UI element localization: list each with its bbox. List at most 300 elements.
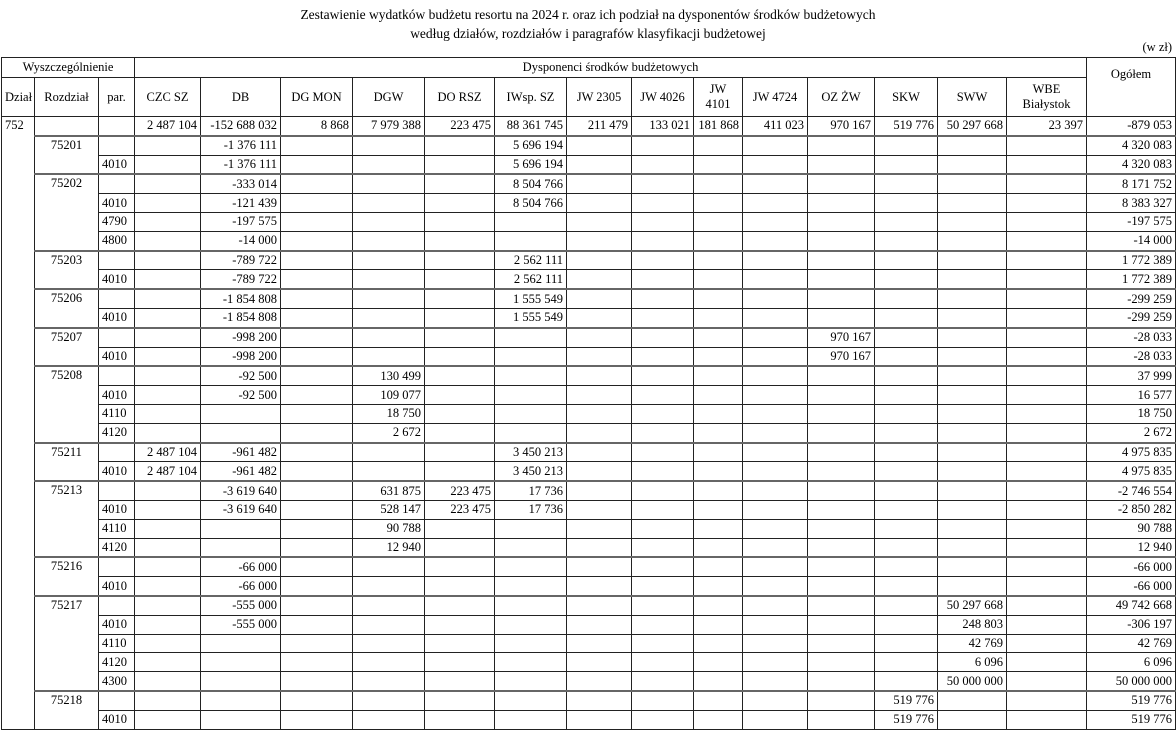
value-cell [425,155,495,174]
table-row [2,577,1176,596]
rozdzial-cell: 75216 [35,557,99,596]
value-cell [808,231,875,250]
value-cell [281,653,353,672]
value-cell [743,366,808,385]
table-row [2,270,1176,289]
value-cell: -961 482 [201,443,281,462]
value-cell [567,615,632,634]
value-cell [567,174,632,193]
value-cell [1007,538,1087,557]
header-ogolem: Ogółem [1087,58,1176,117]
value-cell [353,672,425,691]
paragraf-cell [99,481,135,500]
value-cell [632,443,694,462]
value-cell [743,500,808,519]
value-cell [632,231,694,250]
value-cell [201,710,281,729]
value-cell [281,366,353,385]
paragraf-cell: 4010 [99,270,135,289]
total-cell: 16 577 [1087,386,1176,405]
value-cell: -121 439 [201,194,281,213]
paragraf-cell: 4010 [99,615,135,634]
value-cell [353,557,425,576]
value-cell: 17 736 [495,500,567,519]
value-cell: -961 482 [201,462,281,481]
value-cell [743,386,808,405]
value-cell [632,519,694,538]
value-cell [281,328,353,347]
value-cell [425,462,495,481]
value-cell [875,386,938,405]
value-cell [1007,557,1087,576]
value-cell [135,577,201,596]
value-cell [875,481,938,500]
value-cell [938,289,1007,308]
value-cell: -3 619 640 [201,500,281,519]
total-cell: -14 000 [1087,231,1176,250]
value-cell [567,231,632,250]
value-cell [495,423,567,442]
paragraf-cell: 4120 [99,423,135,442]
value-cell [135,500,201,519]
value-cell: 223 475 [425,117,495,136]
value-cell [743,251,808,270]
table-row [2,557,1176,576]
value-cell [938,212,1007,231]
value-cell [875,596,938,615]
value-cell: 970 167 [808,117,875,136]
value-cell [875,634,938,653]
value-cell [353,136,425,155]
value-cell [694,212,743,231]
total-cell: 37 999 [1087,366,1176,385]
value-cell [875,174,938,193]
value-cell [281,231,353,250]
value-cell: 5 696 194 [495,155,567,174]
value-cell: 411 023 [743,117,808,136]
value-cell [495,596,567,615]
value-cell [694,347,743,366]
value-cell [694,615,743,634]
value-cell [495,519,567,538]
paragraf-cell: 4300 [99,672,135,691]
value-cell [353,596,425,615]
table-row [2,136,1176,155]
value-cell [135,270,201,289]
total-cell: 519 776 [1087,691,1176,710]
value-cell [425,289,495,308]
table-row [2,615,1176,634]
value-cell [425,423,495,442]
table-row [2,386,1176,405]
value-cell [694,270,743,289]
value-cell [495,328,567,347]
value-cell [743,672,808,691]
value-cell [281,289,353,308]
value-cell [808,596,875,615]
value-cell [875,557,938,576]
value-cell [425,212,495,231]
value-cell [632,462,694,481]
rozdzial-cell: 75218 [35,691,99,729]
value-cell [353,462,425,481]
value-cell [694,443,743,462]
table-row [2,500,1176,519]
value-cell [808,404,875,423]
value-cell [135,231,201,250]
header-rozdzial: Rozdział [35,78,99,117]
value-cell [135,155,201,174]
value-cell [875,270,938,289]
value-cell: 211 479 [567,117,632,136]
table-row [2,194,1176,213]
value-cell [808,443,875,462]
value-cell [1007,481,1087,500]
value-cell [875,366,938,385]
value-cell [694,289,743,308]
value-cell [632,347,694,366]
value-cell [743,538,808,557]
table-row [2,519,1176,538]
value-cell [281,423,353,442]
value-cell [425,308,495,327]
value-cell [938,481,1007,500]
value-cell [875,155,938,174]
total-cell: -299 259 [1087,308,1176,327]
total-cell: -2 850 282 [1087,500,1176,519]
value-cell [281,212,353,231]
value-cell [281,557,353,576]
value-cell [808,710,875,729]
value-cell [694,386,743,405]
value-cell: 223 475 [425,500,495,519]
table-row [2,289,1176,308]
rozdzial-cell: 75203 [35,251,99,290]
total-cell: -66 000 [1087,557,1176,576]
value-cell [135,653,201,672]
value-cell [353,155,425,174]
value-cell [281,710,353,729]
value-cell: 2 562 111 [495,251,567,270]
value-cell: -152 688 032 [201,117,281,136]
value-cell [425,557,495,576]
value-cell [135,194,201,213]
value-cell [567,155,632,174]
header-column: DO RSZ [425,78,495,117]
value-cell [567,366,632,385]
rozdzial-cell: 75211 [35,443,99,482]
value-cell [1007,347,1087,366]
value-cell [281,443,353,462]
table-row [2,634,1176,653]
value-cell [938,194,1007,213]
value-cell [808,577,875,596]
value-cell [808,308,875,327]
value-cell [694,231,743,250]
value-cell [808,289,875,308]
value-cell: -998 200 [201,347,281,366]
value-cell: 2 487 104 [135,462,201,481]
value-cell [495,538,567,557]
par-cell [99,117,135,136]
value-cell [743,194,808,213]
value-cell [1007,366,1087,385]
value-cell [743,443,808,462]
value-cell: -333 014 [201,174,281,193]
value-cell [567,577,632,596]
value-cell [567,251,632,270]
value-cell [281,347,353,366]
value-cell [281,538,353,557]
value-cell [938,386,1007,405]
value-cell [135,136,201,155]
value-cell: -1 854 808 [201,289,281,308]
total-cell: 519 776 [1087,710,1176,729]
value-cell [135,366,201,385]
value-cell: 109 077 [353,386,425,405]
paragraf-cell: 4800 [99,231,135,250]
value-cell [1007,136,1087,155]
total-cell: 90 788 [1087,519,1176,538]
value-cell: -998 200 [201,328,281,347]
value-cell [281,308,353,327]
value-cell [632,366,694,385]
value-cell: 2 562 111 [495,270,567,289]
value-cell [567,443,632,462]
table-row [2,347,1176,366]
value-cell [425,653,495,672]
value-cell [425,347,495,366]
value-cell [495,404,567,423]
value-cell [495,366,567,385]
value-cell [743,710,808,729]
value-cell [1007,653,1087,672]
value-cell: 1 555 549 [495,308,567,327]
value-cell [425,538,495,557]
paragraf-cell [99,596,135,615]
paragraf-cell: 4110 [99,519,135,538]
value-cell [201,538,281,557]
value-cell: 1 555 549 [495,289,567,308]
dzial-cell: 752 [2,117,35,730]
rozdzial-cell: 75217 [35,596,99,691]
value-cell [743,174,808,193]
value-cell: 6 096 [938,653,1007,672]
paragraf-cell [99,328,135,347]
value-cell [632,538,694,557]
value-cell [632,691,694,710]
value-cell [1007,462,1087,481]
value-cell [201,653,281,672]
value-cell: 50 297 668 [938,596,1007,615]
value-cell [425,270,495,289]
value-cell [425,366,495,385]
value-cell: 2 672 [353,423,425,442]
paragraf-cell [99,136,135,155]
value-cell [353,634,425,653]
table-row [2,481,1176,500]
total-cell: 1 772 389 [1087,251,1176,270]
value-cell [201,672,281,691]
total-cell: 12 940 [1087,538,1176,557]
value-cell [425,577,495,596]
value-cell: 970 167 [808,328,875,347]
value-cell [567,347,632,366]
value-cell [875,577,938,596]
value-cell: 8 504 766 [495,174,567,193]
value-cell: -3 619 640 [201,481,281,500]
value-cell [938,519,1007,538]
value-cell [425,691,495,710]
header-column: JW 4724 [743,78,808,117]
table-row [2,404,1176,423]
value-cell [632,710,694,729]
value-cell [495,386,567,405]
paragraf-cell: 4010 [99,194,135,213]
total-cell: 49 742 668 [1087,596,1176,615]
value-cell [1007,577,1087,596]
value-cell [495,212,567,231]
value-cell: 519 776 [875,117,938,136]
value-cell [632,212,694,231]
value-cell [567,462,632,481]
table-row [2,212,1176,231]
total-cell: 4 320 083 [1087,136,1176,155]
value-cell [353,251,425,270]
total-cell: 18 750 [1087,404,1176,423]
value-cell [875,212,938,231]
value-cell [1007,251,1087,270]
value-cell [353,270,425,289]
value-cell [567,519,632,538]
value-cell [281,194,353,213]
value-cell [281,270,353,289]
value-cell [1007,328,1087,347]
rozdzial-cell: 75206 [35,289,99,328]
value-cell [808,672,875,691]
value-cell [281,672,353,691]
value-cell [938,404,1007,423]
value-cell [1007,519,1087,538]
paragraf-cell [99,691,135,710]
value-cell [938,136,1007,155]
value-cell [694,634,743,653]
header-column: JW 2305 [567,78,632,117]
value-cell [938,538,1007,557]
value-cell [1007,308,1087,327]
header-dysponenci: Dysponenci środków budżetowych [135,58,1087,78]
value-cell: 2 487 104 [135,443,201,462]
value-cell: 50 297 668 [938,117,1007,136]
value-cell [808,500,875,519]
total-cell: 6 096 [1087,653,1176,672]
value-cell [808,194,875,213]
value-cell [938,691,1007,710]
value-cell [353,710,425,729]
value-cell [875,462,938,481]
value-cell [135,538,201,557]
value-cell: 181 868 [694,117,743,136]
value-cell [938,577,1007,596]
paragraf-cell [99,251,135,270]
value-cell [425,174,495,193]
value-cell [875,653,938,672]
total-cell: -28 033 [1087,347,1176,366]
value-cell [135,672,201,691]
rozdzial-cell: 75213 [35,481,99,557]
paragraf-cell: 4010 [99,462,135,481]
value-cell [281,691,353,710]
value-cell [281,136,353,155]
value-cell [938,308,1007,327]
value-cell [875,136,938,155]
value-cell: -1 376 111 [201,136,281,155]
value-cell [353,347,425,366]
value-cell [875,538,938,557]
value-cell [1007,691,1087,710]
total-cell: 4 975 835 [1087,443,1176,462]
total-cell: 42 769 [1087,634,1176,653]
value-cell: -66 000 [201,557,281,576]
value-cell [808,481,875,500]
value-cell [425,194,495,213]
value-cell [808,174,875,193]
value-cell: 133 021 [632,117,694,136]
value-cell [425,615,495,634]
value-cell [694,500,743,519]
table-row [2,308,1176,327]
value-cell [632,653,694,672]
value-cell [632,136,694,155]
value-cell [694,194,743,213]
value-cell [495,577,567,596]
value-cell [632,423,694,442]
value-cell [201,519,281,538]
value-cell: 519 776 [875,710,938,729]
value-cell [201,691,281,710]
value-cell: 631 875 [353,481,425,500]
paragraf-cell [99,289,135,308]
paragraf-cell: 4010 [99,308,135,327]
value-cell [632,615,694,634]
value-cell [808,212,875,231]
value-cell [875,308,938,327]
value-cell [743,155,808,174]
header-column: OZ ŻW [808,78,875,117]
value-cell [135,289,201,308]
paragraf-cell: 4010 [99,386,135,405]
value-cell [743,557,808,576]
value-cell: 50 000 000 [938,672,1007,691]
value-cell [425,231,495,250]
value-cell [694,174,743,193]
value-cell [743,519,808,538]
total-cell: -879 053 [1087,117,1176,136]
value-cell: -1 854 808 [201,308,281,327]
value-cell [875,500,938,519]
value-cell [743,634,808,653]
value-cell [808,423,875,442]
value-cell [1007,443,1087,462]
value-cell [281,596,353,615]
value-cell [875,194,938,213]
total-cell: 4 320 083 [1087,155,1176,174]
value-cell [495,634,567,653]
value-cell [938,231,1007,250]
value-cell [743,136,808,155]
value-cell [938,557,1007,576]
value-cell [694,366,743,385]
